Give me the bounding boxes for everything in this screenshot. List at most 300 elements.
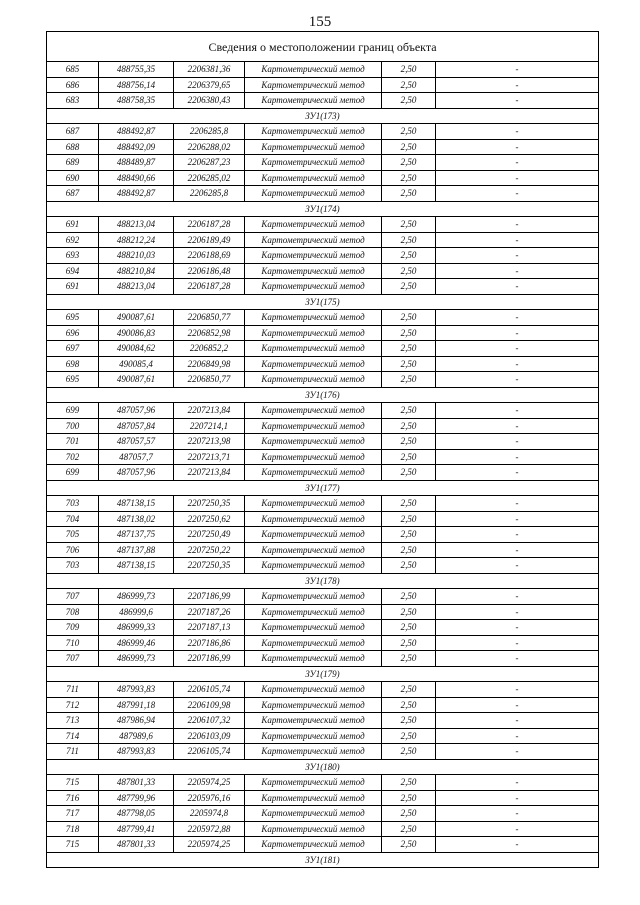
description-cell: - (436, 170, 599, 186)
description-cell: - (436, 542, 599, 558)
y-coordinate-cell: 2207250,62 (174, 511, 245, 527)
x-coordinate-cell: 487138,15 (99, 496, 174, 512)
accuracy-cell: 2,50 (382, 604, 436, 620)
accuracy-cell: 2,50 (382, 542, 436, 558)
method-cell: Картометрический метод (245, 93, 382, 109)
x-coordinate-cell: 488213,04 (99, 217, 174, 233)
point-number-cell: 706 (47, 542, 99, 558)
point-number-cell: 685 (47, 62, 99, 78)
parcel-header-row (47, 573, 599, 589)
description-cell: - (436, 527, 599, 543)
table-row (47, 356, 599, 372)
point-number-cell: 695 (47, 310, 99, 326)
y-coordinate-cell: 2206103,09 (174, 728, 245, 744)
description-cell: - (436, 418, 599, 434)
y-coordinate-cell: 2207250,22 (174, 542, 245, 558)
x-coordinate-cell: 487137,88 (99, 542, 174, 558)
y-coordinate-cell: 2207213,71 (174, 449, 245, 465)
x-coordinate-cell: 487799,96 (99, 790, 174, 806)
parcel-header-row (47, 480, 599, 496)
y-coordinate-cell: 2206287,23 (174, 155, 245, 171)
table-row (47, 511, 599, 527)
x-coordinate-cell: 487138,15 (99, 558, 174, 574)
description-cell: - (436, 248, 599, 264)
parcel-label: ЗУ1(177) (47, 480, 599, 496)
method-cell: Картометрический метод (245, 403, 382, 419)
point-number-cell: 715 (47, 837, 99, 853)
table-row (47, 124, 599, 140)
description-cell: - (436, 356, 599, 372)
table-row (47, 279, 599, 295)
accuracy-cell: 2,50 (382, 418, 436, 434)
table-row (47, 558, 599, 574)
point-number-cell: 693 (47, 248, 99, 264)
y-coordinate-cell: 2207214,1 (174, 418, 245, 434)
method-cell: Картометрический метод (245, 713, 382, 729)
description-cell: - (436, 93, 599, 109)
x-coordinate-cell: 488492,09 (99, 139, 174, 155)
method-cell: Картометрический метод (245, 279, 382, 295)
x-coordinate-cell: 490085,4 (99, 356, 174, 372)
accuracy-cell: 2,50 (382, 248, 436, 264)
table-row (47, 449, 599, 465)
accuracy-cell: 2,50 (382, 217, 436, 233)
x-coordinate-cell: 488492,87 (99, 186, 174, 202)
accuracy-cell: 2,50 (382, 511, 436, 527)
point-number-cell: 709 (47, 620, 99, 636)
table-row (47, 837, 599, 853)
y-coordinate-cell: 2207213,84 (174, 403, 245, 419)
x-coordinate-cell: 490086,83 (99, 325, 174, 341)
description-cell: - (436, 77, 599, 93)
y-coordinate-cell: 2206381,36 (174, 62, 245, 78)
method-cell: Картометрический метод (245, 542, 382, 558)
accuracy-cell: 2,50 (382, 170, 436, 186)
point-number-cell: 707 (47, 651, 99, 667)
method-cell: Картометрический метод (245, 434, 382, 450)
accuracy-cell: 2,50 (382, 62, 436, 78)
method-cell: Картометрический метод (245, 139, 382, 155)
x-coordinate-cell: 487986,94 (99, 713, 174, 729)
description-cell: - (436, 744, 599, 760)
x-coordinate-cell: 488490,66 (99, 170, 174, 186)
x-coordinate-cell: 488210,03 (99, 248, 174, 264)
point-number-cell: 703 (47, 496, 99, 512)
accuracy-cell: 2,50 (382, 434, 436, 450)
y-coordinate-cell: 2206109,98 (174, 697, 245, 713)
description-cell: - (436, 790, 599, 806)
accuracy-cell: 2,50 (382, 682, 436, 698)
table-row (47, 589, 599, 605)
parcel-label: ЗУ1(179) (47, 666, 599, 682)
table-row (47, 790, 599, 806)
x-coordinate-cell: 488492,87 (99, 124, 174, 140)
accuracy-cell: 2,50 (382, 744, 436, 760)
description-cell: - (436, 682, 599, 698)
x-coordinate-cell: 486999,33 (99, 620, 174, 636)
description-cell: - (436, 186, 599, 202)
table-row (47, 93, 599, 109)
method-cell: Картометрический метод (245, 775, 382, 791)
table-row (47, 403, 599, 419)
point-number-cell: 703 (47, 558, 99, 574)
parcel-header-row (47, 294, 599, 310)
x-coordinate-cell: 487989,6 (99, 728, 174, 744)
parcel-label: ЗУ1(180) (47, 759, 599, 775)
description-cell: - (436, 279, 599, 295)
accuracy-cell: 2,50 (382, 821, 436, 837)
y-coordinate-cell: 2207213,98 (174, 434, 245, 450)
x-coordinate-cell: 487798,05 (99, 806, 174, 822)
x-coordinate-cell: 486999,6 (99, 604, 174, 620)
point-number-cell: 687 (47, 124, 99, 140)
point-number-cell: 694 (47, 263, 99, 279)
method-cell: Картометрический метод (245, 217, 382, 233)
y-coordinate-cell: 2206105,74 (174, 682, 245, 698)
method-cell: Картометрический метод (245, 341, 382, 357)
method-cell: Картометрический метод (245, 449, 382, 465)
parcel-header-row (47, 666, 599, 682)
method-cell: Картометрический метод (245, 496, 382, 512)
method-cell: Картометрический метод (245, 372, 382, 388)
point-number-cell: 717 (47, 806, 99, 822)
accuracy-cell: 2,50 (382, 496, 436, 512)
description-cell: - (436, 263, 599, 279)
point-number-cell: 691 (47, 217, 99, 233)
y-coordinate-cell: 2206285,8 (174, 124, 245, 140)
method-cell: Картометрический метод (245, 744, 382, 760)
accuracy-cell: 2,50 (382, 697, 436, 713)
y-coordinate-cell: 2205974,8 (174, 806, 245, 822)
parcel-label: ЗУ1(178) (47, 573, 599, 589)
description-cell: - (436, 651, 599, 667)
accuracy-cell: 2,50 (382, 341, 436, 357)
y-coordinate-cell: 2206849,98 (174, 356, 245, 372)
point-number-cell: 686 (47, 77, 99, 93)
point-number-cell: 701 (47, 434, 99, 450)
accuracy-cell: 2,50 (382, 186, 436, 202)
x-coordinate-cell: 488213,04 (99, 279, 174, 295)
description-cell: - (436, 635, 599, 651)
y-coordinate-cell: 2206187,28 (174, 279, 245, 295)
description-cell: - (436, 465, 599, 481)
x-coordinate-cell: 487993,83 (99, 744, 174, 760)
boundary-coordinates-table (46, 31, 599, 868)
x-coordinate-cell: 487801,33 (99, 775, 174, 791)
x-coordinate-cell: 487057,84 (99, 418, 174, 434)
method-cell: Картометрический метод (245, 635, 382, 651)
x-coordinate-cell: 488755,35 (99, 62, 174, 78)
x-coordinate-cell: 487057,7 (99, 449, 174, 465)
description-cell: - (436, 558, 599, 574)
description-cell: - (436, 217, 599, 233)
table-body (47, 32, 599, 868)
parcel-header-row (47, 108, 599, 124)
table-row (47, 620, 599, 636)
accuracy-cell: 2,50 (382, 713, 436, 729)
description-cell: - (436, 775, 599, 791)
x-coordinate-cell: 490087,61 (99, 372, 174, 388)
point-number-cell: 700 (47, 418, 99, 434)
point-number-cell: 699 (47, 465, 99, 481)
accuracy-cell: 2,50 (382, 139, 436, 155)
point-number-cell: 705 (47, 527, 99, 543)
table-row (47, 604, 599, 620)
y-coordinate-cell: 2205974,25 (174, 837, 245, 853)
y-coordinate-cell: 2205974,25 (174, 775, 245, 791)
table-row (47, 821, 599, 837)
y-coordinate-cell: 2206380,43 (174, 93, 245, 109)
point-number-cell: 698 (47, 356, 99, 372)
method-cell: Картометрический метод (245, 651, 382, 667)
y-coordinate-cell: 2206186,48 (174, 263, 245, 279)
y-coordinate-cell: 2206850,77 (174, 310, 245, 326)
accuracy-cell: 2,50 (382, 356, 436, 372)
method-cell: Картометрический метод (245, 728, 382, 744)
accuracy-cell: 2,50 (382, 310, 436, 326)
table-row (47, 527, 599, 543)
parcel-header-row (47, 852, 599, 868)
table-row (47, 341, 599, 357)
parcel-label: ЗУ1(175) (47, 294, 599, 310)
x-coordinate-cell: 487801,33 (99, 837, 174, 853)
y-coordinate-cell: 2206288,02 (174, 139, 245, 155)
method-cell: Картометрический метод (245, 682, 382, 698)
point-number-cell: 697 (47, 341, 99, 357)
accuracy-cell: 2,50 (382, 403, 436, 419)
method-cell: Картометрический метод (245, 325, 382, 341)
table-row (47, 542, 599, 558)
point-number-cell: 718 (47, 821, 99, 837)
table-row (47, 248, 599, 264)
method-cell: Картометрический метод (245, 62, 382, 78)
accuracy-cell: 2,50 (382, 775, 436, 791)
description-cell: - (436, 124, 599, 140)
table-row (47, 217, 599, 233)
accuracy-cell: 2,50 (382, 449, 436, 465)
description-cell: - (436, 589, 599, 605)
table-row (47, 325, 599, 341)
x-coordinate-cell: 487799,41 (99, 821, 174, 837)
description-cell: - (436, 511, 599, 527)
method-cell: Картометрический метод (245, 124, 382, 140)
description-cell: - (436, 434, 599, 450)
point-number-cell: 699 (47, 403, 99, 419)
description-cell: - (436, 155, 599, 171)
accuracy-cell: 2,50 (382, 155, 436, 171)
x-coordinate-cell: 488210,84 (99, 263, 174, 279)
table-row (47, 651, 599, 667)
table-row (47, 775, 599, 791)
table-row (47, 465, 599, 481)
point-number-cell: 704 (47, 511, 99, 527)
method-cell: Картометрический метод (245, 527, 382, 543)
description-cell: - (436, 620, 599, 636)
table-row (47, 496, 599, 512)
description-cell: - (436, 496, 599, 512)
y-coordinate-cell: 2207186,99 (174, 589, 245, 605)
method-cell: Картометрический метод (245, 155, 382, 171)
y-coordinate-cell: 2206187,28 (174, 217, 245, 233)
accuracy-cell: 2,50 (382, 263, 436, 279)
description-cell: - (436, 728, 599, 744)
accuracy-cell: 2,50 (382, 728, 436, 744)
y-coordinate-cell: 2205972,88 (174, 821, 245, 837)
x-coordinate-cell: 487993,83 (99, 682, 174, 698)
accuracy-cell: 2,50 (382, 837, 436, 853)
y-coordinate-cell: 2206285,8 (174, 186, 245, 202)
table-row (47, 635, 599, 651)
x-coordinate-cell: 487057,96 (99, 403, 174, 419)
x-coordinate-cell: 486999,46 (99, 635, 174, 651)
y-coordinate-cell: 2207187,13 (174, 620, 245, 636)
accuracy-cell: 2,50 (382, 124, 436, 140)
description-cell: - (436, 372, 599, 388)
point-number-cell: 683 (47, 93, 99, 109)
table-row (47, 697, 599, 713)
x-coordinate-cell: 487138,02 (99, 511, 174, 527)
table-title: Сведения о местоположении границ объекта (47, 32, 599, 62)
point-number-cell: 696 (47, 325, 99, 341)
x-coordinate-cell: 488489,87 (99, 155, 174, 171)
method-cell: Картометрический метод (245, 232, 382, 248)
point-number-cell: 702 (47, 449, 99, 465)
table-row (47, 310, 599, 326)
point-number-cell: 690 (47, 170, 99, 186)
table-row (47, 155, 599, 171)
method-cell: Картометрический метод (245, 465, 382, 481)
y-coordinate-cell: 2206188,69 (174, 248, 245, 264)
description-cell: - (436, 697, 599, 713)
point-number-cell: 711 (47, 682, 99, 698)
accuracy-cell: 2,50 (382, 651, 436, 667)
y-coordinate-cell: 2207250,49 (174, 527, 245, 543)
point-number-cell: 687 (47, 186, 99, 202)
accuracy-cell: 2,50 (382, 372, 436, 388)
table-row (47, 713, 599, 729)
method-cell: Картометрический метод (245, 589, 382, 605)
table-row (47, 418, 599, 434)
y-coordinate-cell: 2206285,02 (174, 170, 245, 186)
accuracy-cell: 2,50 (382, 279, 436, 295)
parcel-label: ЗУ1(181) (47, 852, 599, 868)
method-cell: Картометрический метод (245, 604, 382, 620)
y-coordinate-cell: 2206189,49 (174, 232, 245, 248)
x-coordinate-cell: 487137,75 (99, 527, 174, 543)
table-title-row (47, 32, 599, 62)
x-coordinate-cell: 488758,35 (99, 93, 174, 109)
y-coordinate-cell: 2207250,35 (174, 496, 245, 512)
table-row (47, 186, 599, 202)
method-cell: Картометрический метод (245, 697, 382, 713)
x-coordinate-cell: 488756,14 (99, 77, 174, 93)
method-cell: Картометрический метод (245, 821, 382, 837)
method-cell: Картометрический метод (245, 790, 382, 806)
page-number: 155 (308, 14, 332, 30)
accuracy-cell: 2,50 (382, 77, 436, 93)
method-cell: Картометрический метод (245, 310, 382, 326)
parcel-header-row (47, 387, 599, 403)
parcel-label: ЗУ1(173) (47, 108, 599, 124)
table-row (47, 728, 599, 744)
description-cell: - (436, 806, 599, 822)
point-number-cell: 689 (47, 155, 99, 171)
parcel-label: ЗУ1(176) (47, 387, 599, 403)
y-coordinate-cell: 2205976,16 (174, 790, 245, 806)
parcel-label: ЗУ1(174) (47, 201, 599, 217)
point-number-cell: 711 (47, 744, 99, 760)
point-number-cell: 688 (47, 139, 99, 155)
table-row (47, 232, 599, 248)
x-coordinate-cell: 487057,57 (99, 434, 174, 450)
point-number-cell: 707 (47, 589, 99, 605)
x-coordinate-cell: 488212,24 (99, 232, 174, 248)
y-coordinate-cell: 2206852,98 (174, 325, 245, 341)
method-cell: Картометрический метод (245, 77, 382, 93)
accuracy-cell: 2,50 (382, 790, 436, 806)
x-coordinate-cell: 486999,73 (99, 651, 174, 667)
method-cell: Картометрический метод (245, 170, 382, 186)
description-cell: - (436, 232, 599, 248)
y-coordinate-cell: 2206379,65 (174, 77, 245, 93)
table-row (47, 682, 599, 698)
point-number-cell: 691 (47, 279, 99, 295)
method-cell: Картометрический метод (245, 418, 382, 434)
description-cell: - (436, 325, 599, 341)
table-row (47, 77, 599, 93)
accuracy-cell: 2,50 (382, 589, 436, 605)
point-number-cell: 692 (47, 232, 99, 248)
point-number-cell: 695 (47, 372, 99, 388)
y-coordinate-cell: 2206850,77 (174, 372, 245, 388)
method-cell: Картометрический метод (245, 186, 382, 202)
accuracy-cell: 2,50 (382, 620, 436, 636)
point-number-cell: 713 (47, 713, 99, 729)
y-coordinate-cell: 2207186,86 (174, 635, 245, 651)
point-number-cell: 710 (47, 635, 99, 651)
parcel-header-row (47, 759, 599, 775)
table-row (47, 744, 599, 760)
accuracy-cell: 2,50 (382, 527, 436, 543)
x-coordinate-cell: 490087,61 (99, 310, 174, 326)
point-number-cell: 712 (47, 697, 99, 713)
description-cell: - (436, 139, 599, 155)
y-coordinate-cell: 2207250,35 (174, 558, 245, 574)
x-coordinate-cell: 490084,62 (99, 341, 174, 357)
method-cell: Картометрический метод (245, 263, 382, 279)
method-cell: Картометрический метод (245, 620, 382, 636)
accuracy-cell: 2,50 (382, 93, 436, 109)
description-cell: - (436, 449, 599, 465)
method-cell: Картометрический метод (245, 248, 382, 264)
y-coordinate-cell: 2207213,84 (174, 465, 245, 481)
description-cell: - (436, 310, 599, 326)
accuracy-cell: 2,50 (382, 635, 436, 651)
method-cell: Картометрический метод (245, 806, 382, 822)
accuracy-cell: 2,50 (382, 232, 436, 248)
method-cell: Картометрический метод (245, 356, 382, 372)
x-coordinate-cell: 486999,73 (99, 589, 174, 605)
table-row (47, 806, 599, 822)
accuracy-cell: 2,50 (382, 806, 436, 822)
description-cell: - (436, 821, 599, 837)
accuracy-cell: 2,50 (382, 558, 436, 574)
y-coordinate-cell: 2206852,2 (174, 341, 245, 357)
point-number-cell: 714 (47, 728, 99, 744)
table-row (47, 372, 599, 388)
x-coordinate-cell: 487991,18 (99, 697, 174, 713)
table-row (47, 263, 599, 279)
